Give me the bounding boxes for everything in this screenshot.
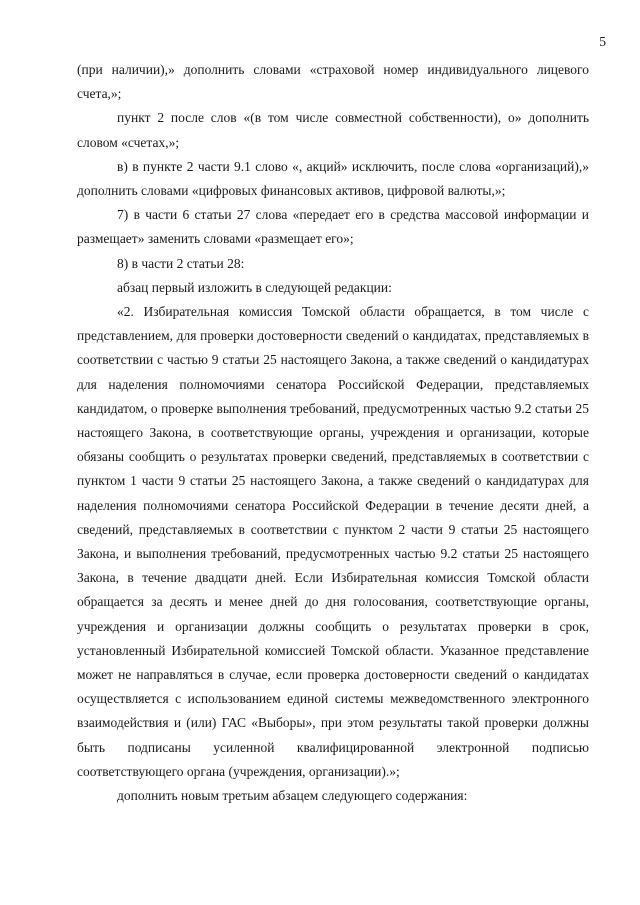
- paragraph-quoted-amendment: «2. Избирательная комиссия Томской области обращается, в том числе с представлением, для проверки достоверности сведений о кандидатах, представляемых в соответствии с частью 9 статьи 25 настоящего Закона, а также сведений о кандидатурах для наделения полномочиями сенатора Российской Федерации, представляемых кандидатом, о проверке выполнения требований, предусмотренных частью 9.2 статьи 25 настоящего Закона, в соответствующие органы, учреждения и организации, которые обязаны сообщить о результатах проверки сведений, представляемых в соответствии с пунктом 1 части 9 статьи 25 настоящего Закона, а также сведений о кандидатурах для наделения полномочиями сенатора Российской Федерации в течение десяти дней, а сведений, представляемых в соответствии с пунктом 2 части 9 статьи 25 настоящего Закона, и выполнения требований, предусмотренных частью 9.2 статьи 25 настоящего Закона, в течение двадцати дней. Если Избирательная комиссия Томской области обращается за десять и менее дней до дня голосования, соответствующие органы, учреждения и организации должны сообщить о результатах проверки в срок, установленный Избирательной комиссией Томской области. Указанное представление может не направляться в случае, если проверка достоверности сведений о кандидатах осуществляется с использованием единой системы межведомственного электронного взаимодействия и (или) ГАС «Выборы», при этом результаты такой проверки должны быть подписаны усиленной квалифицированной электронной подписью соответствующего органа (учреждения, организации).»;: [77, 304, 589, 779]
- paragraph-continuation: (при наличии),» дополнить словами «страховой номер индивидуального лицевого счета,»;: [77, 62, 589, 102]
- paragraph: абзац первый изложить в следующей редакции:: [117, 279, 392, 295]
- paragraph: в) в пункте 2 части 9.1 слово «, акций» исключить, после слова «организаций),» дополнить словами «цифровых финансовых активов, цифровой валюты,»;: [77, 158, 589, 199]
- paragraph: пункт 2 после слов «(в том числе совместной собственности), о» дополнить словом «счетах,»;: [77, 110, 589, 150]
- paragraph: дополнить новым третьим абзацем следующего содержания:: [117, 788, 468, 804]
- document-body: [77, 58, 589, 808]
- paragraph: 7) в части 6 статьи 27 слова «передает его в средства массовой информации и размещает» заменить словами «размещает его»;: [77, 207, 589, 247]
- paragraph: 8) в части 2 статьи 28:: [117, 255, 245, 271]
- page-number: 5: [599, 34, 606, 49]
